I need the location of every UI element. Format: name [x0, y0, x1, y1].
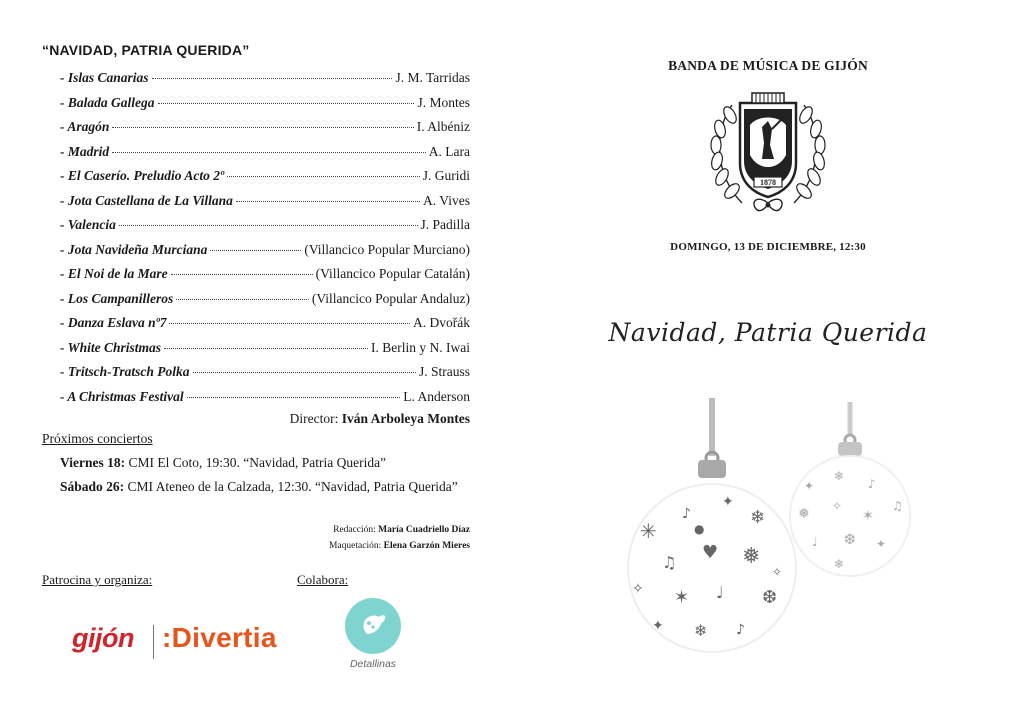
emblem-year: 1878 [760, 178, 776, 187]
credit-name: María Cuadriello Díaz [378, 525, 470, 535]
svg-text:❆: ❆ [762, 587, 778, 608]
svg-text:❄: ❄ [834, 469, 845, 483]
program-item [60, 364, 470, 389]
leader-dots [152, 78, 393, 79]
leader-dots [187, 397, 401, 398]
piece-title: - Danza Eslava nº7 [60, 315, 167, 330]
program-item [60, 340, 470, 365]
logo-divider [153, 625, 154, 659]
leader-dots [112, 152, 426, 153]
svg-text:♩: ♩ [716, 583, 724, 602]
svg-text:♪: ♪ [736, 622, 745, 638]
gijon-logo: gijón [72, 623, 134, 653]
leader-dots [176, 299, 309, 300]
piece-title: - Islas Canarias [60, 70, 149, 85]
piece-composer: A. Lara [428, 143, 470, 159]
svg-text:●: ● [694, 522, 705, 536]
piece-title: - Balada Gallega [60, 94, 155, 110]
credit-label: Redacción: [333, 525, 376, 535]
leader-dots [210, 250, 301, 251]
program-item [60, 242, 470, 267]
band-emblem-icon [702, 85, 834, 225]
svg-text:❄: ❄ [834, 557, 845, 571]
program-item [60, 266, 470, 291]
leader-dots [171, 274, 313, 275]
concert-item [60, 455, 386, 471]
svg-text:❅: ❅ [798, 506, 810, 522]
svg-text:✦: ✦ [804, 479, 815, 493]
program-item [60, 168, 470, 193]
leader-dots [236, 201, 420, 202]
cover-page [512, 0, 1024, 724]
piece-composer: J. Guridi [422, 168, 470, 183]
concert-day: Viernes 18: [60, 455, 126, 470]
svg-text:✳: ✳ [640, 519, 657, 543]
piece-title: - El Caserío. Preludio Acto 2º [60, 168, 225, 183]
svg-text:♩: ♩ [812, 535, 818, 549]
detallinas-logo-icon [345, 598, 401, 654]
piece-title: - El Noi de la Mare [60, 266, 168, 281]
sponsor-heading: Patrocina y organiza: [42, 572, 153, 587]
piece-composer: (Villancico Popular Catalán) [315, 266, 470, 281]
piece-title: - White Christmas [60, 339, 162, 355]
program-item [60, 193, 470, 218]
program-item [60, 119, 470, 144]
piece-composer: I. Berlin y N. Iwai [371, 339, 470, 355]
credit-line [329, 538, 470, 554]
credits [329, 522, 470, 554]
piece-title: - Jota Castellana de La Villana [60, 192, 233, 208]
svg-text:✦: ✦ [722, 494, 734, 510]
program-list [60, 70, 470, 413]
concert-item [60, 479, 458, 495]
piece-composer: J. Montes [417, 94, 470, 110]
program-item [60, 70, 470, 95]
piece-title: - Madrid [60, 143, 110, 159]
leader-dots [119, 225, 418, 226]
concert-date: DOMINGO, 13 DE DICIEMBRE, 12:30 [670, 241, 866, 253]
piece-title: - Los Campanilleros [60, 290, 174, 306]
piece-composer: (Villancico Popular Murciano) [304, 241, 470, 257]
svg-text:♫: ♫ [892, 499, 903, 513]
concert-title: Navidad, Patria Querida [608, 318, 928, 347]
leader-dots [158, 103, 415, 104]
leader-dots [164, 348, 368, 349]
svg-text:❅: ❅ [742, 544, 761, 569]
piece-title: - Jota Navideña Murciana [60, 241, 208, 257]
piece-composer: L. Anderson [403, 388, 470, 404]
credit-line [329, 522, 470, 538]
svg-text:✧: ✧ [632, 581, 644, 597]
next-concerts-heading: Próximos conciertos [42, 431, 153, 446]
piece-composer: A. Dvořák [413, 315, 470, 330]
piece-composer: I. Albéniz [416, 119, 470, 134]
piece-composer: A. Vives [423, 192, 470, 208]
leader-dots [193, 372, 416, 373]
piece-title: - A Christmas Festival [60, 388, 184, 404]
director-name: Iván Arboleya Montes [341, 411, 470, 426]
svg-text:✶: ✶ [862, 508, 874, 524]
svg-text:❄: ❄ [750, 507, 766, 528]
svg-text:❆: ❆ [844, 532, 856, 548]
divertia-logo: :Divertia [162, 622, 277, 653]
collaborator-heading: Colabora: [297, 572, 349, 587]
band-name: BANDA DE MÚSICA DE GIJÓN [668, 58, 868, 73]
svg-text:❄: ❄ [694, 621, 708, 640]
svg-text:✧: ✧ [832, 499, 843, 513]
leader-dots [112, 127, 413, 128]
svg-text:✶: ✶ [674, 587, 690, 608]
program-item [60, 291, 470, 316]
concert-day: Sábado 26: [60, 479, 125, 494]
concert-text: CMI El Coto, 19:30. “Navidad, Patria Querida” [128, 455, 387, 470]
credit-label: Maquetación: [329, 541, 382, 551]
detallinas-logo: Detallinas [349, 658, 397, 670]
svg-text:✧: ✧ [772, 565, 783, 579]
concert-text: CMI Ateneo de la Calzada, 12:30. “Navidad, Patria Querida” [127, 479, 458, 494]
piece-title: - Valencia [60, 217, 116, 232]
svg-text:♪: ♪ [682, 506, 691, 522]
director-label: Director: [289, 411, 339, 426]
piece-composer: J. Strauss [418, 364, 470, 379]
program-title: “NAVIDAD, PATRIA QUERIDA” [42, 42, 250, 58]
svg-text:♥: ♥ [702, 542, 719, 563]
leader-dots [169, 323, 410, 324]
svg-text:✦: ✦ [876, 537, 887, 551]
program-item [60, 217, 470, 242]
program-item [60, 95, 470, 120]
svg-text:♫: ♫ [662, 553, 677, 572]
piece-title: - Aragón [60, 119, 110, 134]
leader-dots [227, 176, 420, 177]
program-item [60, 389, 470, 414]
christmas-ornaments-icon [612, 398, 942, 658]
director-line [290, 411, 470, 427]
program-item [60, 144, 470, 169]
svg-text:♪: ♪ [868, 477, 876, 491]
piece-title: - Tritsch-Tratsch Polka [60, 364, 190, 379]
piece-composer: J. M. Tarridas [395, 70, 470, 85]
piece-composer: (Villancico Popular Andaluz) [311, 290, 470, 306]
program-item [60, 315, 470, 340]
credit-name: Elena Garzón Mieres [383, 541, 470, 551]
piece-composer: J. Padilla [420, 217, 470, 232]
svg-text:✦: ✦ [652, 618, 664, 634]
